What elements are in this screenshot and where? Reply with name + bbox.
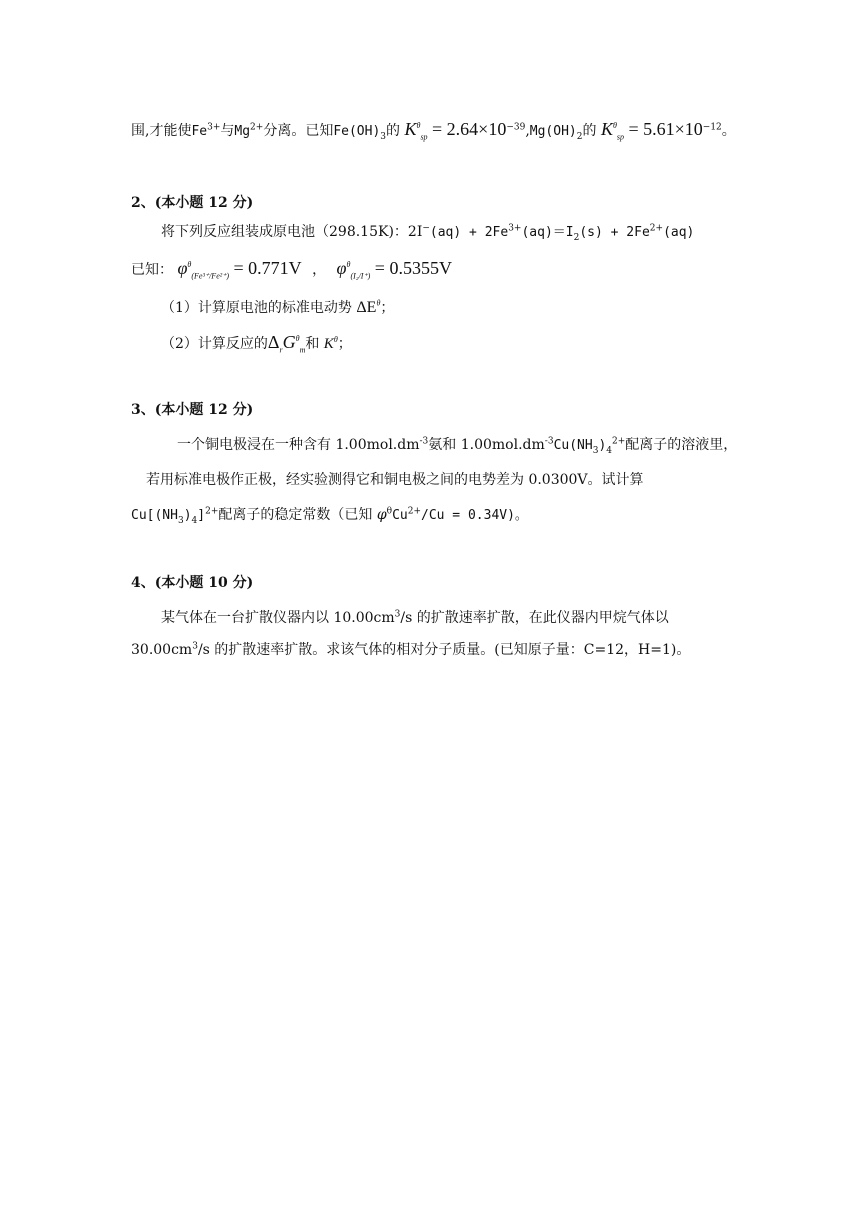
text: , [525, 123, 530, 139]
charge: 2+ [250, 122, 264, 133]
text: (s) + 2Fe [579, 225, 650, 240]
subscript: 3 [380, 131, 387, 142]
exponent: -3 [419, 436, 429, 447]
text: 氨和 1.00mol.dm [428, 437, 545, 453]
exponent: −39 [506, 122, 526, 133]
formula: Fe(OH) [333, 124, 381, 139]
q2-known [131, 254, 452, 284]
phi-i-symbol: $\varphi^\theta_{(I_2/I^+)}$ [336, 258, 371, 281]
text: （2）计算反应的 [161, 336, 268, 352]
q4-heading: 4、(本小题 10 分) [131, 575, 254, 591]
text: 。 [721, 123, 736, 139]
formula: ) [598, 438, 607, 453]
delta-g-symbol: $\Delta_rG^\theta_m$ [267, 332, 306, 355]
subscript: 3 [592, 445, 599, 456]
subscript: 4 [191, 515, 198, 526]
ksp-value-feoh3: = 2.64×10 [432, 119, 507, 139]
text: 某气体在一台扩散仪器内以 10.00cm [161, 610, 395, 626]
text: ； [337, 336, 352, 352]
ksp-symbol: $K^\theta_{sp}$ [404, 119, 428, 142]
text: (aq) + 2Fe [429, 225, 509, 240]
text: 30.00cm [131, 642, 193, 658]
text: 分离。已知 [263, 123, 334, 139]
text: /s 的扩散速率扩散，在此仪器内甲烷气体以 [400, 610, 669, 626]
exponent: 3 [192, 641, 198, 652]
theta-symbol: θ [386, 506, 393, 517]
subscript: 2 [576, 131, 583, 142]
charge: 3+ [207, 122, 221, 133]
q3-line2: 若用标准电极作正极，经实验测得它和铜电极之间的电势差为 0.0300V。试计算 [146, 472, 644, 488]
text: /s 的扩散速率扩散。求该气体的相对分子质量。(已知原子量：C=12，H=1)。 [197, 642, 691, 658]
q2-heading: 2、(本小题 12 分) [131, 195, 254, 211]
formula: ] [197, 508, 206, 523]
text: （1）计算原电池的标准电动势 [161, 300, 352, 316]
text: (aq)＝I [521, 225, 574, 240]
text: 的 [386, 123, 401, 139]
phi-symbol: φ [376, 507, 387, 523]
charge: 2+ [612, 436, 626, 447]
text: 一个铜电极浸在一种含有 1.00mol.dm [177, 437, 420, 453]
text: 围,才能使 [131, 123, 192, 139]
q2-part2 [161, 332, 352, 354]
text: ， [312, 262, 327, 278]
exponent: -3 [544, 436, 554, 447]
charge: 2+ [407, 506, 421, 517]
phi-fe-symbol: $\varphi^\theta_{(Fe^{3+}/Fe^{2+})}$ [177, 258, 230, 281]
q2-reaction [161, 222, 694, 243]
charge: 2+ [205, 506, 219, 517]
q3-heading: 3、(本小题 12 分) [131, 402, 254, 418]
formula: Cu [392, 508, 408, 523]
formula: Cu(NH [553, 438, 593, 453]
formula: ) [183, 508, 192, 523]
text: 与 [220, 123, 235, 139]
subscript: 4 [606, 445, 612, 456]
subscript: 2 [573, 232, 580, 243]
text: ； [380, 300, 395, 316]
intro-line [131, 116, 736, 145]
charge: 2+ [649, 223, 664, 234]
q2-part1 [161, 298, 394, 318]
phi-i-value: = 0.5355V [374, 258, 452, 278]
charge: 3+ [508, 223, 522, 234]
text: (aq) [663, 225, 695, 240]
known-label: 已知： [131, 262, 173, 278]
subscript: 3 [177, 515, 184, 526]
k-symbol: $K^\theta$ [323, 335, 338, 352]
phi-fe-value: = 0.771V [233, 258, 302, 278]
text: 的 [582, 123, 597, 139]
formula: Mg [234, 124, 251, 139]
ksp-symbol: $K^\theta_{sp}$ [600, 119, 625, 142]
q3-line3 [131, 505, 528, 526]
q4-line1 [161, 608, 669, 628]
text: 将下列反应组装成原电池（298.15K)：2I [161, 224, 423, 240]
text: 配离子的溶液里， [625, 437, 738, 453]
ksp-value-mgoh2: = 5.61×10 [628, 119, 703, 139]
delta-e-symbol: $\Delta E^\theta$ [356, 298, 381, 316]
charge: − [422, 223, 430, 234]
text: 配离子的稳定常数（已知 [218, 507, 373, 523]
formula: Cu[(NH [131, 508, 178, 523]
text: /Cu = 0.34V)。 [421, 508, 528, 523]
formula: Fe [191, 124, 208, 139]
exponent: −12 [702, 122, 722, 133]
exponent: 3 [394, 609, 401, 620]
text: 和 [305, 336, 320, 352]
formula: Mg(OH) [529, 124, 577, 139]
q4-line2 [131, 640, 690, 660]
q3-line1 [177, 435, 737, 456]
